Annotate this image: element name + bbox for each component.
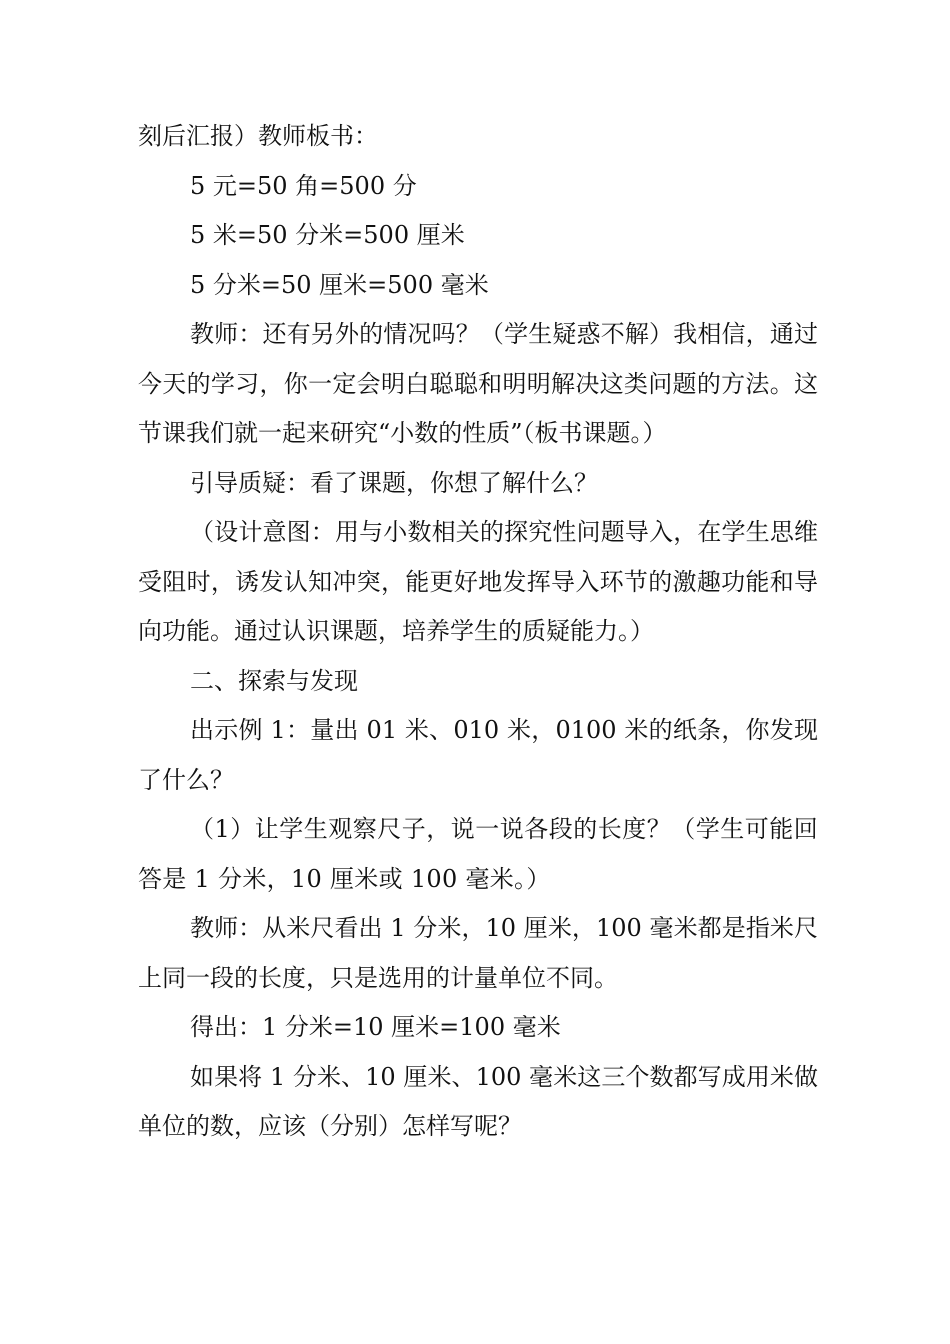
document-body (138, 112, 818, 1152)
paragraph-3: 5 米=50 分米=500 厘米 (190, 221, 465, 249)
paragraph-11: 教师：从米尺看出 1 分米，10 厘米，100 毫米都是指米尺上同一段的长度，只是选用的计量单位不同。 (138, 914, 818, 992)
paragraph-1: 刻后汇报）教师板书： (138, 122, 378, 150)
paragraph-2: 5 元=50 角=500 分 (190, 171, 417, 200)
paragraph-12: 得出：1 分米=10 厘米=100 毫米 (190, 1013, 561, 1041)
paragraph-13: 如果将 1 分米、10 厘米、100 毫米这三个数都写成用米做单位的数，应该（分别）怎样写呢？ (138, 1062, 818, 1140)
paragraph-6: 引导质疑：看了课题，你想了解什么？ (190, 468, 598, 497)
paragraph-4: 5 分米=50 厘米=500 毫米 (190, 270, 489, 299)
paragraph-9: 出示例 1：量出 01 米、010 米，0100 米的纸条，你发现了什么？ (138, 716, 818, 794)
paragraph-8: 二、探索与发现 (190, 666, 358, 695)
paragraph-7: （设计意图：用与小数相关的探究性问题导入，在学生思维受阻时，诱发认知冲突，能更好地发挥导入环节的激趣功能和导向功能。通过认识课题，培养学生的质疑能力。） (138, 518, 818, 645)
paragraph-10: （1）让学生观察尺子，说一说各段的长度？（学生可能回答是 1 分米，10 厘米或 100 毫米。） (138, 815, 818, 893)
paragraph-5: 教师：还有另外的情况吗？（学生疑惑不解）我相信，通过今天的学习，你一定会明白聪聪和明明解决这类问题的方法。这节课我们就一起来研究“小数的性质”（板书课题。） (138, 320, 818, 447)
